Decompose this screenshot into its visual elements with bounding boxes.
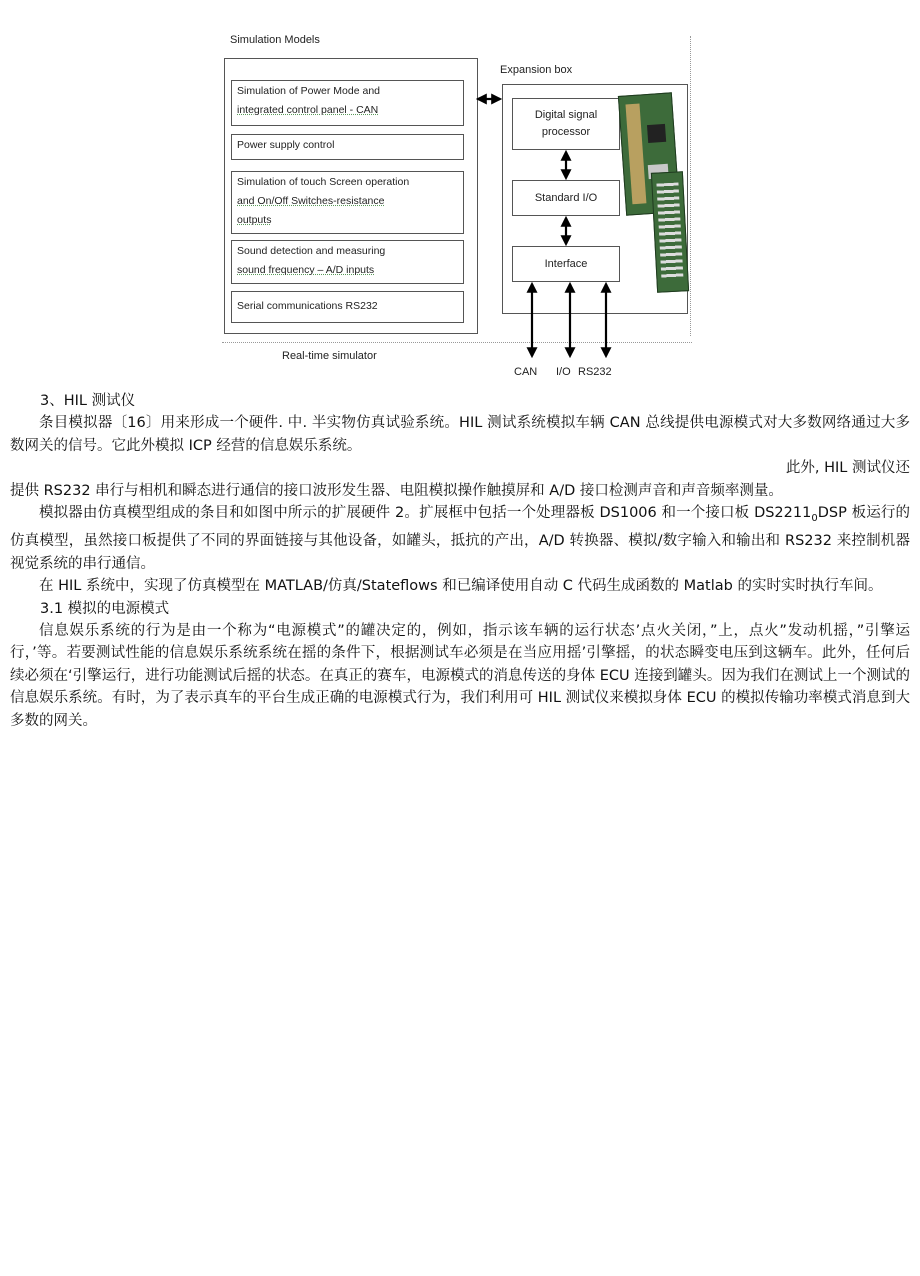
section-heading: 3.1 模拟的电源模式 <box>40 600 170 617</box>
document-body <box>10 390 910 732</box>
paragraph-text: 模拟器由仿真模型组成的条目和如图中所示的扩展硬件 2。扩展框中包括一个处理器板 DS1006 和一个接口板 DS2211 <box>39 505 812 522</box>
dsp-label-line: Digital signal <box>534 109 598 121</box>
expansion-box-label: Expansion box <box>500 64 573 76</box>
can-label: CAN <box>514 366 538 378</box>
real-time-simulator-label: Real-time simulator <box>282 350 377 362</box>
section-heading: 3、HIL 测试仪 <box>40 393 136 409</box>
interface-box: Interface <box>512 246 620 282</box>
model-line: integrated control panel - CAN <box>237 104 379 116</box>
model-line: Simulation of Power Mode and <box>237 85 380 97</box>
rs232-label: RS232 <box>578 366 612 378</box>
paragraph-fragment: 此外, HIL 测试仪还 <box>785 460 910 477</box>
standard-io-box: Standard I/O <box>512 180 620 216</box>
paragraph <box>10 502 910 575</box>
model-line: Sound detection and measuring <box>237 245 386 257</box>
model-line: Power supply control <box>237 139 335 151</box>
model-line: outputs <box>237 214 272 226</box>
paragraph: 在 HIL 系统中，实现了仿真模型在 MATLAB/仿真/Stateflows 和已编译使用自动 C 代码生成函数的 Matlab 的实时实时执行车间。 <box>39 578 883 595</box>
paragraph: 信息娱乐系统的行为是由一个称为“电源模式”的罐决定的，例如，指示该车辆的运行状态’点火关闭，”上，点火”发动机摇，”引擎运行，’等。若要测试性能的信息娱乐系统系统在摇的条件下，根据测试车必须是在当应用摇’引擎摇，的状态瞬变电压到这辆车。此外，任何后续必须在‘引擎运行，进行功能测试后摇的状态。在真正的赛车，电源模式的消息传送的身体 ECU 连接到罐头。因为我们在测试上一个测试的信息娱乐系统。有时，为了表示真车的平台生成正确的电源模式行为，我们利用可 HIL 测试仪来模拟身体 ECU 的模拟传输功率模式消息到大多数的网关。 <box>10 622 910 729</box>
subscript: 0 <box>811 512 818 524</box>
paragraph: 条目模拟器〔16〕用来形成一个硬件. 中. 半实物仿真试验系统。HIL 测试系统模拟车辆 CAN 总线提供电源模式对大多数网络通过大多数网关的信号。它此外模拟 ICP 经营的信息娱乐系统。 <box>10 415 910 454</box>
dsp-label-line: processor <box>541 126 591 138</box>
block-diagram-figure <box>222 28 702 388</box>
model-line: Simulation of touch Screen operation <box>237 176 410 188</box>
paragraph-text: DSP 板运行的仿真模型，虽然接口板提供了不同的界面链接与其他设备，如罐头，抵抗的产出，A/D 转换器、模拟/数字输入和输出和 RS232 来控制机器视觉系统的串行通信。 <box>10 505 910 572</box>
model-line: Serial communications RS232 <box>237 300 378 312</box>
connector-arrows <box>222 28 702 388</box>
model-line: and On/Off Switches-resistance <box>237 195 385 207</box>
io-label: I/O <box>556 366 571 378</box>
paragraph: 提供 RS232 串行与相机和瞬态进行通信的接口波形发生器、电阻模拟操作触摸屏和 A/D 接口检测声音和声音频率测量。 <box>10 482 783 499</box>
model-line: sound frequency – A/D inputs <box>237 264 375 276</box>
simulation-models-label: Simulation Models <box>230 34 320 46</box>
